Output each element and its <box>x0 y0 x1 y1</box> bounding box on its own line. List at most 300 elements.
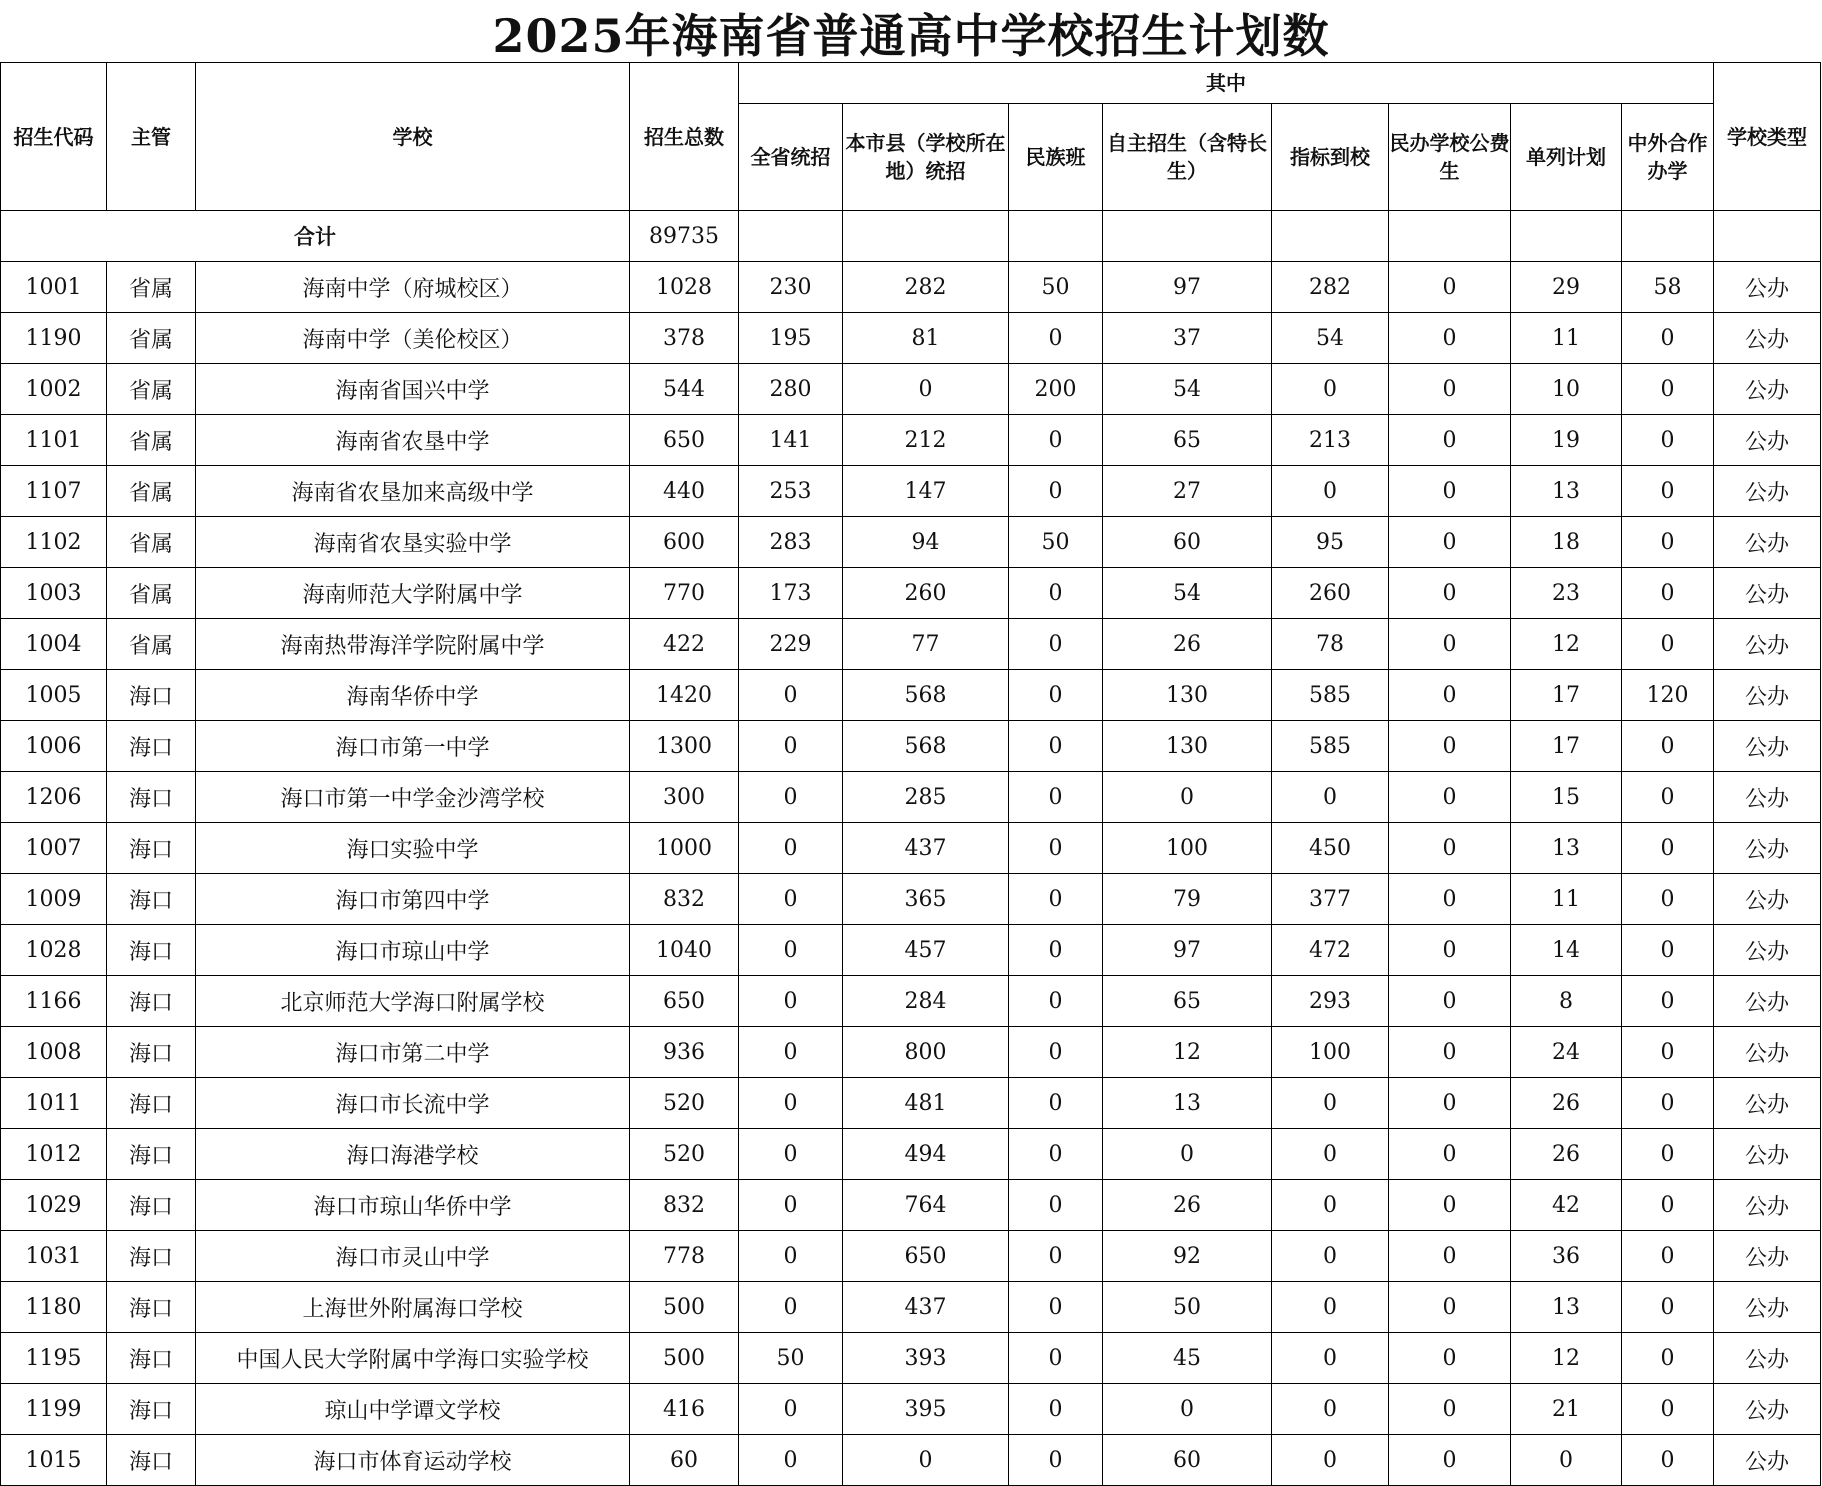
cell-independent: 54 <box>1103 364 1272 415</box>
table-row <box>1 721 1821 772</box>
cell-school: 海口市第一中学金沙湾学校 <box>196 772 630 823</box>
total-empty-cell <box>1714 211 1821 262</box>
cell-province-wide: 0 <box>739 874 843 925</box>
cell-separate-plan: 11 <box>1511 874 1622 925</box>
cell-total: 378 <box>630 313 739 364</box>
cell-school-type: 公办 <box>1714 1027 1821 1078</box>
cell-code: 1009 <box>1 874 107 925</box>
cell-private-public-funded: 0 <box>1389 721 1511 772</box>
cell-school: 海口市第一中学 <box>196 721 630 772</box>
cell-separate-plan: 11 <box>1511 313 1622 364</box>
cell-local-county: 457 <box>843 925 1009 976</box>
header-total: 招生总数 <box>630 63 739 211</box>
cell-independent: 54 <box>1103 568 1272 619</box>
page-title: 2025年海南省普通高中学校招生计划数 <box>492 9 1330 63</box>
cell-sino-foreign: 0 <box>1622 823 1714 874</box>
cell-school: 海南省农垦中学 <box>196 415 630 466</box>
cell-supervisor: 海口 <box>107 1180 196 1231</box>
cell-separate-plan: 17 <box>1511 721 1622 772</box>
cell-local-county: 764 <box>843 1180 1009 1231</box>
cell-local-county: 260 <box>843 568 1009 619</box>
header-quota-to-school: 指标到校 <box>1272 104 1389 211</box>
cell-school-type: 公办 <box>1714 1129 1821 1180</box>
cell-independent: 60 <box>1103 1435 1272 1486</box>
table-row <box>1 1180 1821 1231</box>
cell-total: 1000 <box>630 823 739 874</box>
cell-total: 832 <box>630 874 739 925</box>
cell-local-county: 494 <box>843 1129 1009 1180</box>
cell-quota-to-school: 0 <box>1272 1078 1389 1129</box>
cell-province-wide: 173 <box>739 568 843 619</box>
cell-province-wide: 0 <box>739 1384 843 1435</box>
cell-independent: 65 <box>1103 415 1272 466</box>
cell-independent: 27 <box>1103 466 1272 517</box>
cell-separate-plan: 26 <box>1511 1129 1622 1180</box>
cell-ethnic-class: 0 <box>1009 1129 1103 1180</box>
cell-school: 海南热带海洋学院附属中学 <box>196 619 630 670</box>
cell-independent: 12 <box>1103 1027 1272 1078</box>
cell-school-type: 公办 <box>1714 1435 1821 1486</box>
cell-province-wide: 0 <box>739 1435 843 1486</box>
cell-school-type: 公办 <box>1714 517 1821 568</box>
cell-province-wide: 0 <box>739 670 843 721</box>
total-empty-cell <box>1389 211 1511 262</box>
cell-school-type: 公办 <box>1714 772 1821 823</box>
cell-code: 1012 <box>1 1129 107 1180</box>
table-row <box>1 517 1821 568</box>
cell-quota-to-school: 293 <box>1272 976 1389 1027</box>
cell-supervisor: 省属 <box>107 619 196 670</box>
cell-school: 海南中学（府城校区） <box>196 262 630 313</box>
cell-province-wide: 283 <box>739 517 843 568</box>
cell-private-public-funded: 0 <box>1389 262 1511 313</box>
cell-code: 1011 <box>1 1078 107 1129</box>
cell-ethnic-class: 0 <box>1009 874 1103 925</box>
cell-separate-plan: 10 <box>1511 364 1622 415</box>
cell-total: 520 <box>630 1078 739 1129</box>
table-row <box>1 568 1821 619</box>
cell-separate-plan: 36 <box>1511 1231 1622 1282</box>
cell-code: 1102 <box>1 517 107 568</box>
cell-ethnic-class: 0 <box>1009 415 1103 466</box>
table-row <box>1 1282 1821 1333</box>
cell-supervisor: 海口 <box>107 874 196 925</box>
cell-school: 海口海港学校 <box>196 1129 630 1180</box>
cell-province-wide: 0 <box>739 1231 843 1282</box>
cell-school: 海南省农垦实验中学 <box>196 517 630 568</box>
header-ethnic-class: 民族班 <box>1009 104 1103 211</box>
table-row <box>1 772 1821 823</box>
cell-quota-to-school: 78 <box>1272 619 1389 670</box>
cell-local-county: 284 <box>843 976 1009 1027</box>
cell-ethnic-class: 0 <box>1009 976 1103 1027</box>
cell-private-public-funded: 0 <box>1389 1333 1511 1384</box>
cell-quota-to-school: 260 <box>1272 568 1389 619</box>
cell-code: 1101 <box>1 415 107 466</box>
cell-total: 422 <box>630 619 739 670</box>
cell-school: 中国人民大学附属中学海口实验学校 <box>196 1333 630 1384</box>
cell-independent: 65 <box>1103 976 1272 1027</box>
cell-separate-plan: 29 <box>1511 262 1622 313</box>
cell-school: 海南师范大学附属中学 <box>196 568 630 619</box>
table-row <box>1 874 1821 925</box>
cell-ethnic-class: 200 <box>1009 364 1103 415</box>
cell-supervisor: 海口 <box>107 1129 196 1180</box>
cell-supervisor: 海口 <box>107 772 196 823</box>
total-empty-cell <box>1622 211 1714 262</box>
header-type: 学校类型 <box>1714 63 1821 211</box>
cell-total: 1028 <box>630 262 739 313</box>
cell-quota-to-school: 282 <box>1272 262 1389 313</box>
table-row <box>1 1078 1821 1129</box>
cell-total: 936 <box>630 1027 739 1078</box>
cell-quota-to-school: 0 <box>1272 466 1389 517</box>
cell-supervisor: 海口 <box>107 1078 196 1129</box>
cell-separate-plan: 12 <box>1511 1333 1622 1384</box>
cell-code: 1028 <box>1 925 107 976</box>
cell-sino-foreign: 0 <box>1622 1333 1714 1384</box>
header-province-wide: 全省统招 <box>739 104 843 211</box>
cell-school-type: 公办 <box>1714 262 1821 313</box>
cell-independent: 100 <box>1103 823 1272 874</box>
cell-private-public-funded: 0 <box>1389 466 1511 517</box>
table-row <box>1 262 1821 313</box>
cell-independent: 45 <box>1103 1333 1272 1384</box>
cell-ethnic-class: 0 <box>1009 313 1103 364</box>
cell-separate-plan: 0 <box>1511 1435 1622 1486</box>
cell-code: 1180 <box>1 1282 107 1333</box>
cell-code: 1195 <box>1 1333 107 1384</box>
cell-supervisor: 海口 <box>107 721 196 772</box>
cell-school-type: 公办 <box>1714 976 1821 1027</box>
cell-sino-foreign: 0 <box>1622 772 1714 823</box>
cell-ethnic-class: 0 <box>1009 1180 1103 1231</box>
cell-code: 1003 <box>1 568 107 619</box>
cell-school-type: 公办 <box>1714 313 1821 364</box>
cell-school-type: 公办 <box>1714 619 1821 670</box>
cell-private-public-funded: 0 <box>1389 415 1511 466</box>
cell-code: 1007 <box>1 823 107 874</box>
cell-code: 1008 <box>1 1027 107 1078</box>
cell-code: 1190 <box>1 313 107 364</box>
enrollment-table <box>0 62 1821 1486</box>
cell-school-type: 公办 <box>1714 364 1821 415</box>
cell-sino-foreign: 0 <box>1622 721 1714 772</box>
cell-code: 1206 <box>1 772 107 823</box>
cell-local-county: 147 <box>843 466 1009 517</box>
cell-ethnic-class: 0 <box>1009 1282 1103 1333</box>
cell-independent: 0 <box>1103 1129 1272 1180</box>
table-row <box>1 1231 1821 1282</box>
cell-supervisor: 省属 <box>107 262 196 313</box>
table-row <box>1 1129 1821 1180</box>
total-empty-cell <box>1009 211 1103 262</box>
cell-school: 海口市第二中学 <box>196 1027 630 1078</box>
cell-private-public-funded: 0 <box>1389 1129 1511 1180</box>
cell-independent: 13 <box>1103 1078 1272 1129</box>
cell-quota-to-school: 0 <box>1272 364 1389 415</box>
cell-total: 1300 <box>630 721 739 772</box>
cell-separate-plan: 8 <box>1511 976 1622 1027</box>
cell-sino-foreign: 0 <box>1622 1435 1714 1486</box>
cell-total: 832 <box>630 1180 739 1231</box>
cell-ethnic-class: 50 <box>1009 262 1103 313</box>
cell-code: 1004 <box>1 619 107 670</box>
cell-total: 650 <box>630 415 739 466</box>
header-private-public-funded: 民办学校公费生 <box>1389 104 1511 211</box>
cell-school: 海口市长流中学 <box>196 1078 630 1129</box>
cell-local-county: 800 <box>843 1027 1009 1078</box>
cell-sino-foreign: 0 <box>1622 925 1714 976</box>
total-row <box>1 211 1821 262</box>
cell-quota-to-school: 472 <box>1272 925 1389 976</box>
cell-independent: 92 <box>1103 1231 1272 1282</box>
cell-local-county: 568 <box>843 670 1009 721</box>
cell-separate-plan: 15 <box>1511 772 1622 823</box>
cell-school: 海口市灵山中学 <box>196 1231 630 1282</box>
cell-independent: 60 <box>1103 517 1272 568</box>
cell-quota-to-school: 95 <box>1272 517 1389 568</box>
cell-sino-foreign: 0 <box>1622 619 1714 670</box>
cell-private-public-funded: 0 <box>1389 874 1511 925</box>
cell-total: 60 <box>630 1435 739 1486</box>
cell-province-wide: 0 <box>739 1078 843 1129</box>
table-row <box>1 466 1821 517</box>
header-separate-plan: 单列计划 <box>1511 104 1622 211</box>
cell-ethnic-class: 50 <box>1009 517 1103 568</box>
cell-ethnic-class: 0 <box>1009 721 1103 772</box>
cell-sino-foreign: 0 <box>1622 1384 1714 1435</box>
total-empty-cell <box>843 211 1009 262</box>
cell-code: 1031 <box>1 1231 107 1282</box>
cell-supervisor: 海口 <box>107 670 196 721</box>
cell-school: 海南华侨中学 <box>196 670 630 721</box>
cell-school: 海口实验中学 <box>196 823 630 874</box>
cell-ethnic-class: 0 <box>1009 925 1103 976</box>
cell-separate-plan: 17 <box>1511 670 1622 721</box>
cell-school-type: 公办 <box>1714 1231 1821 1282</box>
cell-school: 海南中学（美伦校区） <box>196 313 630 364</box>
cell-school-type: 公办 <box>1714 1333 1821 1384</box>
cell-supervisor: 省属 <box>107 364 196 415</box>
cell-total: 300 <box>630 772 739 823</box>
cell-separate-plan: 13 <box>1511 1282 1622 1333</box>
cell-school: 海口市琼山中学 <box>196 925 630 976</box>
cell-separate-plan: 19 <box>1511 415 1622 466</box>
total-empty-cell <box>1103 211 1272 262</box>
cell-code: 1107 <box>1 466 107 517</box>
cell-quota-to-school: 377 <box>1272 874 1389 925</box>
cell-independent: 0 <box>1103 1384 1272 1435</box>
cell-private-public-funded: 0 <box>1389 619 1511 670</box>
cell-sino-foreign: 0 <box>1622 976 1714 1027</box>
cell-private-public-funded: 0 <box>1389 313 1511 364</box>
cell-private-public-funded: 0 <box>1389 1078 1511 1129</box>
table-row <box>1 415 1821 466</box>
cell-separate-plan: 23 <box>1511 568 1622 619</box>
cell-school: 海南省国兴中学 <box>196 364 630 415</box>
header-school: 学校 <box>196 63 630 211</box>
cell-private-public-funded: 0 <box>1389 670 1511 721</box>
cell-private-public-funded: 0 <box>1389 1435 1511 1486</box>
cell-province-wide: 0 <box>739 772 843 823</box>
cell-ethnic-class: 0 <box>1009 1333 1103 1384</box>
cell-separate-plan: 13 <box>1511 823 1622 874</box>
cell-separate-plan: 13 <box>1511 466 1622 517</box>
cell-private-public-funded: 0 <box>1389 1282 1511 1333</box>
cell-private-public-funded: 0 <box>1389 1180 1511 1231</box>
cell-sino-foreign: 0 <box>1622 874 1714 925</box>
cell-private-public-funded: 0 <box>1389 1384 1511 1435</box>
cell-ethnic-class: 0 <box>1009 670 1103 721</box>
cell-quota-to-school: 0 <box>1272 1435 1389 1486</box>
table-row <box>1 1333 1821 1384</box>
cell-independent: 130 <box>1103 670 1272 721</box>
cell-separate-plan: 26 <box>1511 1078 1622 1129</box>
cell-supervisor: 海口 <box>107 976 196 1027</box>
cell-sino-foreign: 0 <box>1622 364 1714 415</box>
cell-sino-foreign: 0 <box>1622 1231 1714 1282</box>
total-empty-cell <box>739 211 843 262</box>
table-row <box>1 619 1821 670</box>
cell-province-wide: 50 <box>739 1333 843 1384</box>
cell-supervisor: 省属 <box>107 415 196 466</box>
cell-total: 416 <box>630 1384 739 1435</box>
cell-local-county: 0 <box>843 1435 1009 1486</box>
cell-supervisor: 海口 <box>107 823 196 874</box>
cell-supervisor: 海口 <box>107 1282 196 1333</box>
cell-supervisor: 省属 <box>107 466 196 517</box>
cell-independent: 37 <box>1103 313 1272 364</box>
cell-province-wide: 0 <box>739 721 843 772</box>
cell-school-type: 公办 <box>1714 1078 1821 1129</box>
table-row <box>1 925 1821 976</box>
table-row <box>1 1384 1821 1435</box>
cell-quota-to-school: 213 <box>1272 415 1389 466</box>
cell-private-public-funded: 0 <box>1389 823 1511 874</box>
cell-supervisor: 省属 <box>107 517 196 568</box>
cell-quota-to-school: 0 <box>1272 1180 1389 1231</box>
cell-local-county: 212 <box>843 415 1009 466</box>
cell-code: 1029 <box>1 1180 107 1231</box>
cell-independent: 130 <box>1103 721 1272 772</box>
cell-ethnic-class: 0 <box>1009 619 1103 670</box>
cell-school: 琼山中学谭文学校 <box>196 1384 630 1435</box>
cell-province-wide: 141 <box>739 415 843 466</box>
cell-independent: 97 <box>1103 925 1272 976</box>
table-row <box>1 976 1821 1027</box>
cell-total: 600 <box>630 517 739 568</box>
table-row <box>1 364 1821 415</box>
total-empty-cell <box>1511 211 1622 262</box>
cell-supervisor: 海口 <box>107 1231 196 1282</box>
cell-local-county: 0 <box>843 364 1009 415</box>
cell-sino-foreign: 0 <box>1622 415 1714 466</box>
cell-independent: 50 <box>1103 1282 1272 1333</box>
cell-code: 1005 <box>1 670 107 721</box>
cell-code: 1002 <box>1 364 107 415</box>
cell-quota-to-school: 0 <box>1272 772 1389 823</box>
cell-code: 1006 <box>1 721 107 772</box>
cell-private-public-funded: 0 <box>1389 925 1511 976</box>
cell-private-public-funded: 0 <box>1389 568 1511 619</box>
header-independent: 自主招生（含特长生） <box>1103 104 1272 211</box>
cell-ethnic-class: 0 <box>1009 568 1103 619</box>
cell-sino-foreign: 120 <box>1622 670 1714 721</box>
cell-independent: 26 <box>1103 619 1272 670</box>
header-among: 其中 <box>739 63 1714 104</box>
header-local-county: 本市县（学校所在地）统招 <box>843 104 1009 211</box>
cell-quota-to-school: 585 <box>1272 721 1389 772</box>
cell-private-public-funded: 0 <box>1389 517 1511 568</box>
cell-province-wide: 0 <box>739 925 843 976</box>
cell-sino-foreign: 0 <box>1622 1282 1714 1333</box>
cell-school: 海南省农垦加来高级中学 <box>196 466 630 517</box>
cell-school-type: 公办 <box>1714 721 1821 772</box>
cell-province-wide: 0 <box>739 976 843 1027</box>
cell-school: 海口市体育运动学校 <box>196 1435 630 1486</box>
cell-local-county: 94 <box>843 517 1009 568</box>
cell-total: 1420 <box>630 670 739 721</box>
cell-total: 544 <box>630 364 739 415</box>
cell-local-county: 282 <box>843 262 1009 313</box>
cell-province-wide: 0 <box>739 1027 843 1078</box>
cell-ethnic-class: 0 <box>1009 1435 1103 1486</box>
cell-school-type: 公办 <box>1714 1180 1821 1231</box>
cell-supervisor: 海口 <box>107 1435 196 1486</box>
cell-code: 1166 <box>1 976 107 1027</box>
cell-supervisor: 海口 <box>107 1027 196 1078</box>
cell-school-type: 公办 <box>1714 823 1821 874</box>
cell-province-wide: 230 <box>739 262 843 313</box>
cell-private-public-funded: 0 <box>1389 1027 1511 1078</box>
cell-code: 1001 <box>1 262 107 313</box>
cell-total: 500 <box>630 1282 739 1333</box>
cell-total: 778 <box>630 1231 739 1282</box>
cell-total: 1040 <box>630 925 739 976</box>
cell-quota-to-school: 100 <box>1272 1027 1389 1078</box>
cell-supervisor: 海口 <box>107 1384 196 1435</box>
cell-total: 520 <box>630 1129 739 1180</box>
cell-private-public-funded: 0 <box>1389 976 1511 1027</box>
cell-quota-to-school: 0 <box>1272 1129 1389 1180</box>
cell-school-type: 公办 <box>1714 1384 1821 1435</box>
cell-school: 上海世外附属海口学校 <box>196 1282 630 1333</box>
total-label: 合计 <box>1 211 630 262</box>
cell-supervisor: 海口 <box>107 1333 196 1384</box>
cell-province-wide: 229 <box>739 619 843 670</box>
header-code: 招生代码 <box>1 63 107 211</box>
cell-quota-to-school: 585 <box>1272 670 1389 721</box>
cell-school-type: 公办 <box>1714 568 1821 619</box>
cell-private-public-funded: 0 <box>1389 772 1511 823</box>
cell-independent: 97 <box>1103 262 1272 313</box>
cell-school-type: 公办 <box>1714 874 1821 925</box>
cell-local-county: 481 <box>843 1078 1009 1129</box>
cell-school-type: 公办 <box>1714 925 1821 976</box>
cell-separate-plan: 18 <box>1511 517 1622 568</box>
cell-quota-to-school: 0 <box>1272 1231 1389 1282</box>
cell-local-county: 77 <box>843 619 1009 670</box>
cell-ethnic-class: 0 <box>1009 1384 1103 1435</box>
header-supervisor: 主管 <box>107 63 196 211</box>
cell-sino-foreign: 0 <box>1622 1027 1714 1078</box>
cell-separate-plan: 21 <box>1511 1384 1622 1435</box>
cell-school: 海口市第四中学 <box>196 874 630 925</box>
cell-local-county: 393 <box>843 1333 1009 1384</box>
cell-supervisor: 海口 <box>107 925 196 976</box>
cell-province-wide: 0 <box>739 1180 843 1231</box>
